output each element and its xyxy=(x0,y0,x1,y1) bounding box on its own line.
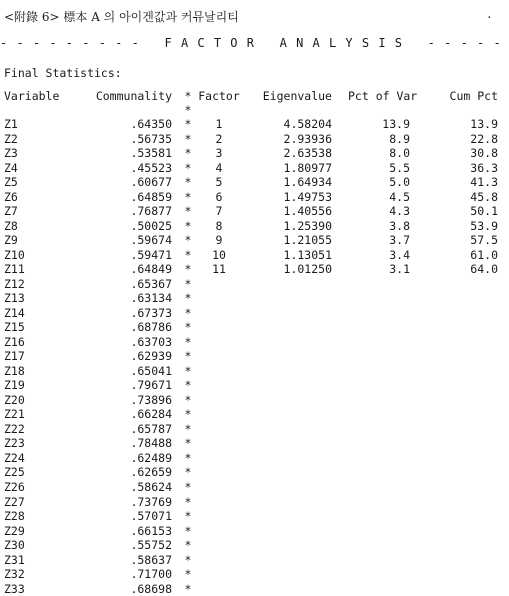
table-row xyxy=(0,480,509,495)
communality-cell: .62489 xyxy=(130,450,172,465)
table-row xyxy=(0,161,509,176)
variable-cell: Z9 xyxy=(4,233,18,248)
communality-cell: .65787 xyxy=(130,421,172,436)
cum-pct-cell: 50.1 xyxy=(470,204,498,219)
table-row xyxy=(0,393,509,408)
variable-cell: Z32 xyxy=(4,567,25,582)
star-cell: * xyxy=(184,131,192,146)
table-row xyxy=(0,495,509,510)
variable-cell: Z26 xyxy=(4,480,25,494)
variable-cell: Z3 xyxy=(4,146,18,161)
table-row xyxy=(0,204,509,219)
variable-cell: Z33 xyxy=(4,581,25,596)
eigenvalue-cell: 4.58204 xyxy=(283,117,332,131)
eigenvalue-cell: 1.13051 xyxy=(283,247,332,262)
pct-of-var-cell: 4.5 xyxy=(389,189,410,204)
variable-cell: Z7 xyxy=(4,204,18,219)
table-row xyxy=(0,146,509,161)
star-cell: * xyxy=(184,538,192,553)
variable-cell: Z5 xyxy=(4,175,18,190)
spacer-row xyxy=(0,103,509,118)
header-factor: Factor xyxy=(198,89,240,103)
communality-cell: .79671 xyxy=(130,378,172,393)
corner-mark: . xyxy=(486,8,493,21)
factor-cell: 8 xyxy=(215,218,223,233)
star-cell: * xyxy=(184,160,192,175)
table-row xyxy=(0,132,509,147)
star-cell: * xyxy=(184,218,192,233)
cum-pct-cell: 57.5 xyxy=(470,233,498,248)
cum-pct-cell: 30.8 xyxy=(470,146,498,161)
variable-cell: Z24 xyxy=(4,450,25,465)
table-row xyxy=(0,378,509,393)
communality-cell: .66284 xyxy=(130,407,172,422)
pct-of-var-cell: 3.8 xyxy=(389,218,410,233)
table-row xyxy=(0,335,509,350)
communality-cell: .50025 xyxy=(130,218,172,233)
star-cell: * xyxy=(184,450,192,465)
cum-pct-cell: 36.3 xyxy=(470,160,498,175)
variable-cell: Z18 xyxy=(4,363,25,378)
variable-cell: Z11 xyxy=(4,262,25,277)
table-row xyxy=(0,567,509,582)
pct-of-var-cell: 3.7 xyxy=(389,233,410,248)
header-pct-of-var: Pct of Var xyxy=(348,89,418,103)
table-row xyxy=(0,291,509,306)
eigenvalue-cell: 1.25390 xyxy=(283,218,332,233)
header-eigenvalue: Eigenvalue xyxy=(262,89,332,103)
table-row xyxy=(0,233,509,248)
table-row xyxy=(0,349,509,364)
cum-pct-cell: 45.8 xyxy=(470,189,498,204)
variable-cell: Z4 xyxy=(4,160,18,175)
variable-cell: Z6 xyxy=(4,189,18,204)
communality-cell: .59674 xyxy=(130,233,172,248)
eigenvalue-cell: 1.40556 xyxy=(283,204,332,219)
table-row xyxy=(0,436,509,451)
header-communality: Communality xyxy=(95,89,172,103)
cum-pct-cell: 41.3 xyxy=(470,175,498,190)
communality-cell: .76877 xyxy=(130,204,172,219)
pct-of-var-cell: 13.9 xyxy=(382,117,410,131)
variable-cell: Z21 xyxy=(4,407,25,422)
star-cell: * xyxy=(184,320,192,335)
star-cell: * xyxy=(184,233,192,248)
communality-cell: .56735 xyxy=(130,131,172,146)
star-cell: * xyxy=(184,175,192,190)
pct-of-var-cell: 5.5 xyxy=(389,160,410,175)
variable-cell: Z27 xyxy=(4,494,25,509)
table-row xyxy=(0,422,509,437)
table-row xyxy=(0,320,509,335)
communality-cell: .73896 xyxy=(130,392,172,407)
table-header-row xyxy=(0,89,509,104)
star-cell: * xyxy=(184,262,192,277)
variable-cell: Z22 xyxy=(4,421,25,436)
factor-cell: 11 xyxy=(212,262,226,277)
communality-cell: .63134 xyxy=(130,291,172,306)
pct-of-var-cell: 5.0 xyxy=(389,175,410,190)
star-cell: * xyxy=(184,509,192,524)
communality-cell: .73769 xyxy=(130,494,172,509)
star-cell: * xyxy=(184,581,192,596)
table-row xyxy=(0,524,509,539)
communality-cell: .66153 xyxy=(130,523,172,538)
star-cell: * xyxy=(184,523,192,538)
variable-cell: Z23 xyxy=(4,436,25,451)
variable-cell: Z30 xyxy=(4,538,25,553)
table-row xyxy=(0,306,509,321)
communality-cell: .64849 xyxy=(130,262,172,277)
table-row xyxy=(0,248,509,263)
pct-of-var-cell: 3.1 xyxy=(389,262,410,277)
cum-pct-cell: 13.9 xyxy=(470,117,498,131)
star-cell: * xyxy=(184,247,192,262)
table-row xyxy=(0,509,509,524)
star-cell: * xyxy=(184,436,192,451)
eigenvalue-cell: 1.64934 xyxy=(283,175,332,190)
communality-cell: .64350 xyxy=(130,117,172,131)
communality-cell: .64859 xyxy=(130,189,172,204)
star-cell: * xyxy=(184,146,192,161)
star-cell: * xyxy=(184,291,192,306)
eigenvalue-cell: 1.01250 xyxy=(283,262,332,277)
factor-cell: 9 xyxy=(215,233,223,248)
appendix-caption: <附錄 6> 標本 A 의 아이겐값과 커뮤날리티 xyxy=(4,10,239,24)
star-cell: * xyxy=(184,204,192,219)
pct-of-var-cell: 3.4 xyxy=(389,247,410,262)
factor-cell: 10 xyxy=(212,247,226,262)
star-cell: * xyxy=(184,392,192,407)
star-cell: * xyxy=(184,552,192,567)
cum-pct-cell: 61.0 xyxy=(470,247,498,262)
pct-of-var-cell: 8.0 xyxy=(389,146,410,161)
table-row xyxy=(0,364,509,379)
table-row xyxy=(0,538,509,553)
table-row xyxy=(0,277,509,292)
star-cell: * xyxy=(184,480,192,494)
eigenvalue-cell: 1.21055 xyxy=(283,233,332,248)
star-cell: * xyxy=(184,117,192,131)
factor-cell: 3 xyxy=(215,146,223,161)
variable-cell: Z8 xyxy=(4,218,18,233)
variable-cell: Z25 xyxy=(4,465,25,480)
table-row xyxy=(0,117,509,132)
communality-cell: .58637 xyxy=(130,552,172,567)
cum-pct-cell: 64.0 xyxy=(470,262,498,277)
variable-cell: Z15 xyxy=(4,320,25,335)
eigenvalue-cell: 1.80977 xyxy=(283,160,332,175)
communality-cell: .65367 xyxy=(130,276,172,291)
table-row xyxy=(0,553,509,568)
table-row xyxy=(0,262,509,277)
star-cell: * xyxy=(184,189,192,204)
communality-cell: .67373 xyxy=(130,305,172,320)
communality-cell: .68786 xyxy=(130,320,172,335)
variable-cell: Z2 xyxy=(4,131,18,146)
communality-cell: .68698 xyxy=(130,581,172,596)
factor-analysis-banner: - - - - - - - - - F A C T O R A N A L Y S I S - - - - - xyxy=(0,36,502,50)
star-cell: * xyxy=(184,363,192,378)
variable-cell: Z12 xyxy=(4,276,25,291)
communality-cell: .58624 xyxy=(130,480,172,494)
factor-cell: 5 xyxy=(215,175,223,190)
communality-cell: .71700 xyxy=(130,567,172,582)
table-row xyxy=(0,175,509,190)
section-title: Final Statistics: xyxy=(4,66,122,80)
table-row xyxy=(0,219,509,234)
communality-cell: .57071 xyxy=(130,509,172,524)
star-cell: * xyxy=(184,465,192,480)
variable-cell: Z13 xyxy=(4,291,25,306)
table-row xyxy=(0,407,509,422)
header-star: * xyxy=(184,89,192,103)
factor-cell: 6 xyxy=(215,189,223,204)
communality-cell: .62939 xyxy=(130,349,172,364)
star-cell: * xyxy=(184,407,192,422)
header-cum-pct: Cum Pct xyxy=(449,89,498,103)
star-cell: * xyxy=(184,567,192,582)
pct-of-var-cell: 8.9 xyxy=(389,131,410,146)
star-cell: * xyxy=(184,334,192,349)
variable-cell: Z28 xyxy=(4,509,25,524)
variable-cell: Z10 xyxy=(4,247,25,262)
communality-cell: .62659 xyxy=(130,465,172,480)
pct-of-var-cell: 4.3 xyxy=(389,204,410,219)
cum-pct-cell: 22.8 xyxy=(470,131,498,146)
table-row xyxy=(0,451,509,466)
variable-cell: Z20 xyxy=(4,392,25,407)
eigenvalue-cell: 1.49753 xyxy=(283,189,332,204)
table-row xyxy=(0,190,509,205)
eigenvalue-cell: 2.93936 xyxy=(283,131,332,146)
variable-cell: Z19 xyxy=(4,378,25,393)
communality-cell: .55752 xyxy=(130,538,172,553)
variable-cell: Z14 xyxy=(4,305,25,320)
factor-cell: 1 xyxy=(215,117,223,131)
variable-cell: Z31 xyxy=(4,552,25,567)
communality-cell: .45523 xyxy=(130,160,172,175)
variable-cell: Z16 xyxy=(4,334,25,349)
star-cell: * xyxy=(184,305,192,320)
communality-cell: .60677 xyxy=(130,175,172,190)
variable-cell: Z29 xyxy=(4,523,25,538)
variable-cell: Z1 xyxy=(4,117,18,131)
star-cell: * xyxy=(184,378,192,393)
table-row xyxy=(0,582,509,596)
star-cell: * xyxy=(184,494,192,509)
star-cell: * xyxy=(184,421,192,436)
table-row xyxy=(0,465,509,480)
factor-cell: 2 xyxy=(215,131,223,146)
header-variable: Variable xyxy=(4,89,60,103)
communality-cell: .65041 xyxy=(130,363,172,378)
communality-cell: .63703 xyxy=(130,334,172,349)
star-cell: * xyxy=(184,349,192,364)
communality-cell: .78488 xyxy=(130,436,172,451)
spacer-star: * xyxy=(184,103,192,117)
variable-cell: Z17 xyxy=(4,349,25,364)
cum-pct-cell: 53.9 xyxy=(470,218,498,233)
star-cell: * xyxy=(184,276,192,291)
eigenvalue-cell: 2.63538 xyxy=(283,146,332,161)
factor-cell: 7 xyxy=(215,204,223,219)
factor-cell: 4 xyxy=(215,160,223,175)
communality-cell: .53581 xyxy=(130,146,172,161)
communality-cell: .59471 xyxy=(130,247,172,262)
